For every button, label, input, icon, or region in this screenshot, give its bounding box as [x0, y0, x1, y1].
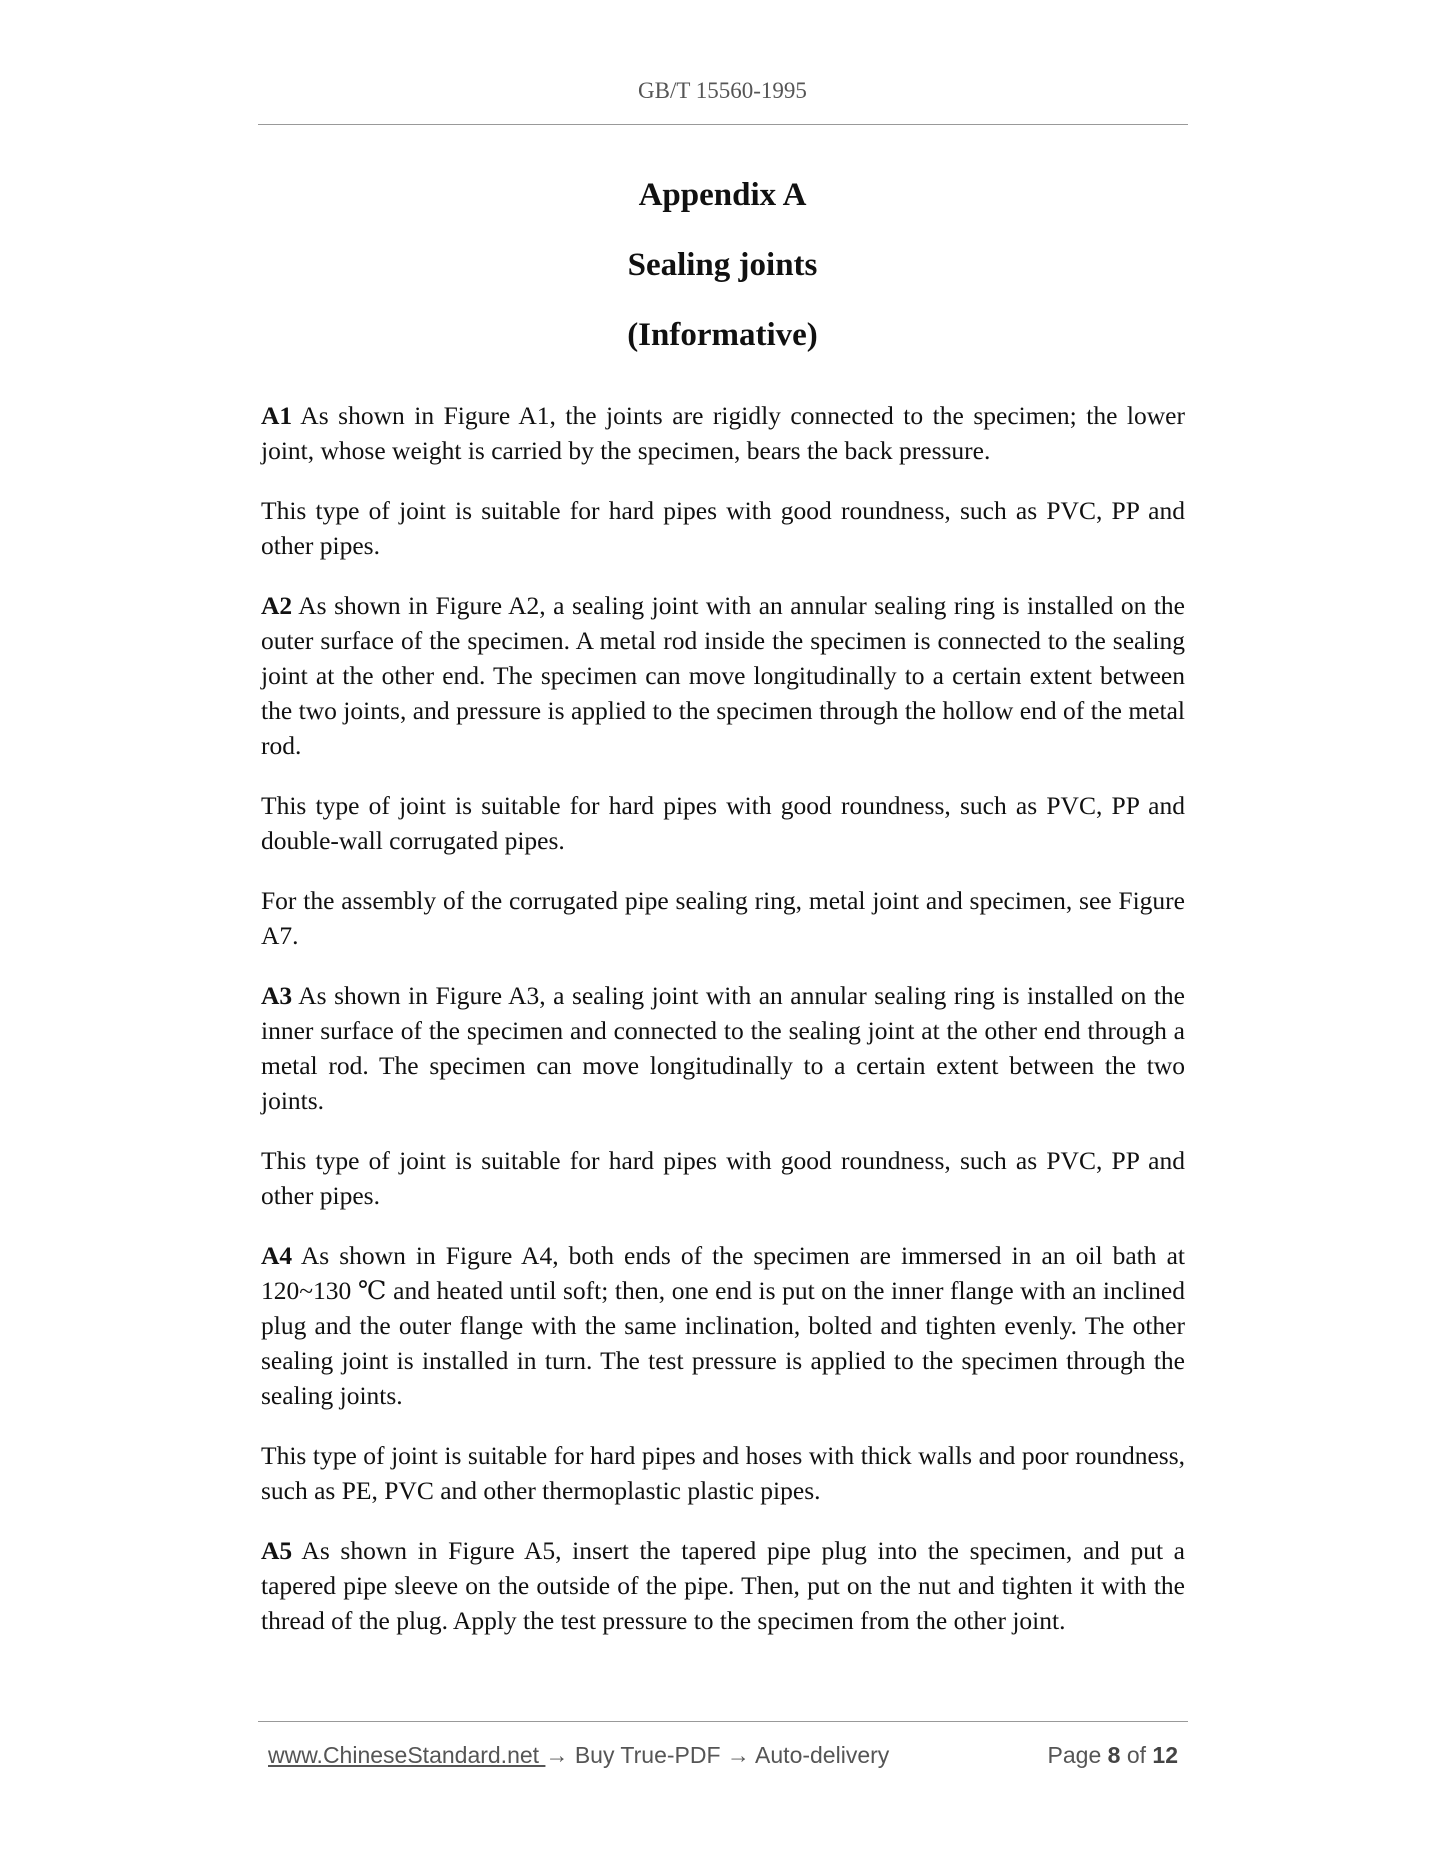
paragraph [261, 883, 1185, 953]
paragraph-text: This type of joint is suitable for hard pipes and hoses with thick walls and poor roundness, such as PE, PVC and other thermoplastic plastic pipes. [261, 1441, 1185, 1505]
page-current: 8 [1107, 1742, 1121, 1768]
clause-label: A1 [261, 401, 293, 430]
paragraph-text: This type of joint is suitable for hard pipes with good roundness, such as PVC, PP and double-wall corrugated pipes. [261, 791, 1185, 855]
header-divider [258, 124, 1188, 125]
paragraph-a1 [261, 398, 1185, 468]
footer-promo [268, 1742, 889, 1769]
document-footer [268, 1742, 1178, 1774]
paragraph-text: For the assembly of the corrugated pipe sealing ring, metal joint and specimen, see Figure A7. [261, 886, 1185, 950]
paragraph-text: This type of joint is suitable for hard pipes with good roundness, such as PVC, PP and other pipes. [261, 496, 1185, 560]
of-label: of [1120, 1742, 1153, 1768]
clause-label: A4 [261, 1241, 293, 1270]
page-indicator [1048, 1742, 1178, 1769]
paragraph-text: As shown in Figure A1, the joints are rigidly connected to the specimen; the lower joint, whose weight is carried by the specimen, bears the back pressure. [261, 401, 1185, 465]
paragraph-text: This type of joint is suitable for hard pipes with good roundness, such as PVC, PP and other pipes. [261, 1146, 1185, 1210]
paragraph-text: As shown in Figure A5, insert the tapered pipe plug into the specimen, and put a tapered pipe sleeve on the outside of the pipe. Then, put on the nut and tighten it with the thread of the plug. Apply the test pressure to the specimen from the other joint. [261, 1536, 1185, 1635]
appendix-title: Appendix A [638, 177, 807, 213]
appendix-subject: Sealing joints [627, 247, 818, 283]
document-header: GB/T 15560-1995 [638, 78, 807, 103]
paragraph-text: As shown in Figure A4, both ends of the specimen are immersed in an oil bath at 120~130 ℃ and heated until soft; then, one end is put on the inner flange with an inclined plug and the outer flange with the same inclination, bolted and tighten evenly. The other sealing joint is installed in turn. The test pressure is applied to the specimen through the sealing joints. [261, 1241, 1185, 1410]
page-label: Page [1047, 1742, 1108, 1768]
site-link[interactable]: www.ChineseStandard.net [268, 1742, 546, 1768]
clause-label: A2 [261, 591, 293, 620]
clause-label: A3 [261, 981, 293, 1010]
appendix-type: (Informative) [627, 317, 818, 353]
paragraph [261, 788, 1185, 858]
buy-text: Buy True-PDF [568, 1742, 727, 1768]
paragraph [261, 1438, 1185, 1508]
document-body [261, 398, 1185, 1663]
paragraph [261, 493, 1185, 563]
clause-label: A5 [261, 1536, 293, 1565]
delivery-text: Auto-delivery [749, 1742, 890, 1768]
paragraph [261, 1143, 1185, 1213]
paragraph-text: As shown in Figure A2, a sealing joint with an annular sealing ring is installed on the outer surface of the specimen. A metal rod inside the specimen is connected to the sealing joint at the other end. The specimen can move longitudinally to a certain extent between the two joints, and pressure is applied to the specimen through the hollow end of the metal rod. [261, 591, 1185, 760]
arrow-icon: → [726, 1742, 750, 1768]
arrow-icon: → [545, 1742, 569, 1768]
paragraph-a4 [261, 1238, 1185, 1413]
footer-divider [258, 1721, 1188, 1722]
appendix-titles [0, 175, 1445, 355]
paragraph-a5 [261, 1533, 1185, 1638]
paragraph-text: As shown in Figure A3, a sealing joint with an annular sealing ring is installed on the inner surface of the specimen and connected to the sealing joint at the other end through a metal rod. The specimen can move longitudinally to a certain extent between the two joints. [261, 981, 1185, 1115]
page-total: 12 [1152, 1742, 1178, 1768]
paragraph-a2 [261, 588, 1185, 763]
paragraph-a3 [261, 978, 1185, 1118]
